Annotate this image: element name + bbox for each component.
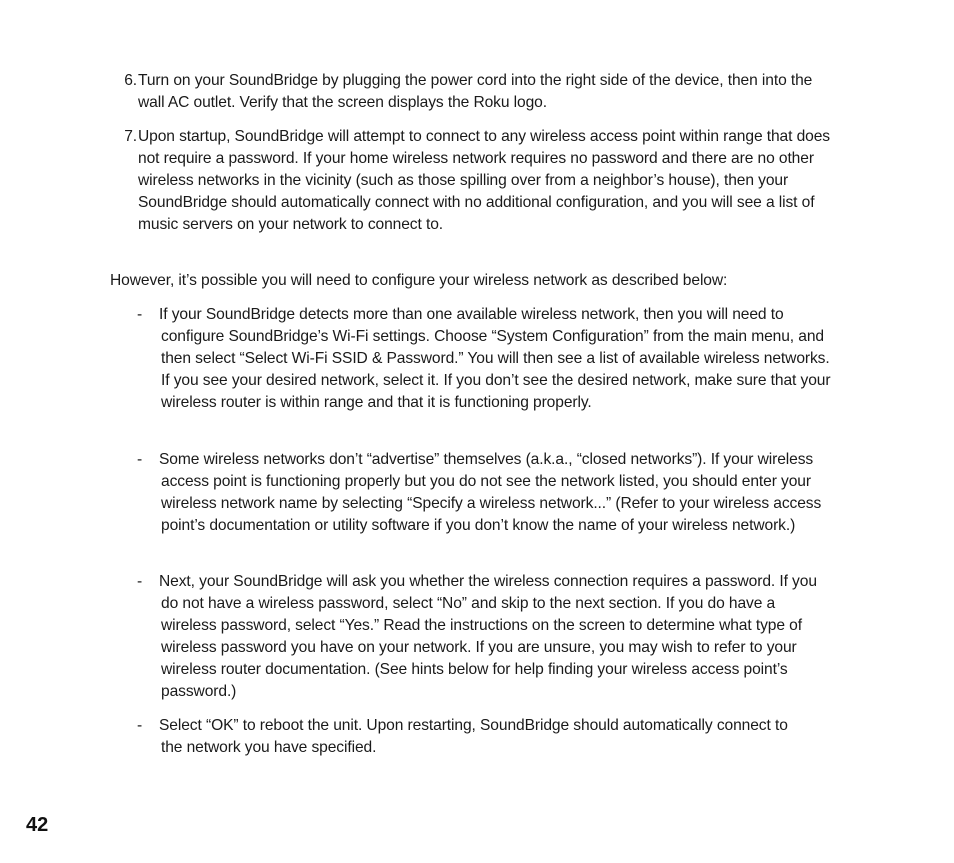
bullet-text: If your SoundBridge detects more than one available wireless network, then you will need to configure SoundBridge’s Wi-Fi settings. Choose “System Configuration” from the main menu, and then select “Select Wi-Fi SSID & Password.” You will then see a list of available wireless networks. If you see your desired network, select it. If you don’t see the desired network, make sure that your wireless router is within range and that it is functioning properly. xyxy=(159,306,831,411)
bullet-item-closed-networks xyxy=(137,449,847,537)
bullet-text: Some wireless networks don’t “advertise” themselves (a.k.a., “closed networks”). If your wireless access point is functioning properly but you do not see the network listed, you should enter your wireless network name by selecting “Specify a wireless network...” (Refer to your wireless access point’s documentation or utility software if you don’t know the name of your wireless network.) xyxy=(159,451,822,534)
step-number: 7. xyxy=(124,128,137,145)
bullet-item-multiple-networks xyxy=(137,304,837,414)
bullet-item-reboot xyxy=(137,715,812,759)
bullet-dash: - xyxy=(137,306,143,323)
step-text: Turn on your SoundBridge by plugging the power cord into the right side of the device, then into the wall AC outlet. Verify that the screen displays the Roku logo. xyxy=(138,72,813,111)
intro-paragraph: However, it’s possible you will need to configure your wireless network as described below: xyxy=(110,272,728,289)
bullet-text: Select “OK” to reboot the unit. Upon restarting, SoundBridge should automatically connect to the network you have specified. xyxy=(159,717,788,756)
bullet-item-wireless-password xyxy=(137,571,827,703)
step-text: Upon startup, SoundBridge will attempt to connect to any wireless access point within range that does not require a password. If your home wireless network requires no password and there are no other wireless networks in the vicinity (such as those spilling over from a neighbor’s house), then your SoundBridge should automatically connect with no additional configuration, and you will see a list of music servers on your network to connect to. xyxy=(138,128,831,233)
bullet-text: Next, your SoundBridge will ask you whether the wireless connection requires a password. If you do not have a wireless password, select “No” and skip to the next section. If you do have a wireless password, select “Yes.” Read the instructions on the screen to determine what type of wireless password you have on your network. If you are unsure, you may wish to refer to your wireless router documentation. (See hints below for help finding your wireless access point’s password.) xyxy=(159,573,817,700)
page-number: 42 xyxy=(26,814,49,836)
bullet-dash: - xyxy=(137,573,143,590)
step-number: 6. xyxy=(124,72,137,89)
bullet-dash: - xyxy=(137,451,143,468)
bullet-dash: - xyxy=(137,717,143,734)
numbered-step-7 xyxy=(113,126,831,236)
numbered-step-6 xyxy=(113,70,833,114)
